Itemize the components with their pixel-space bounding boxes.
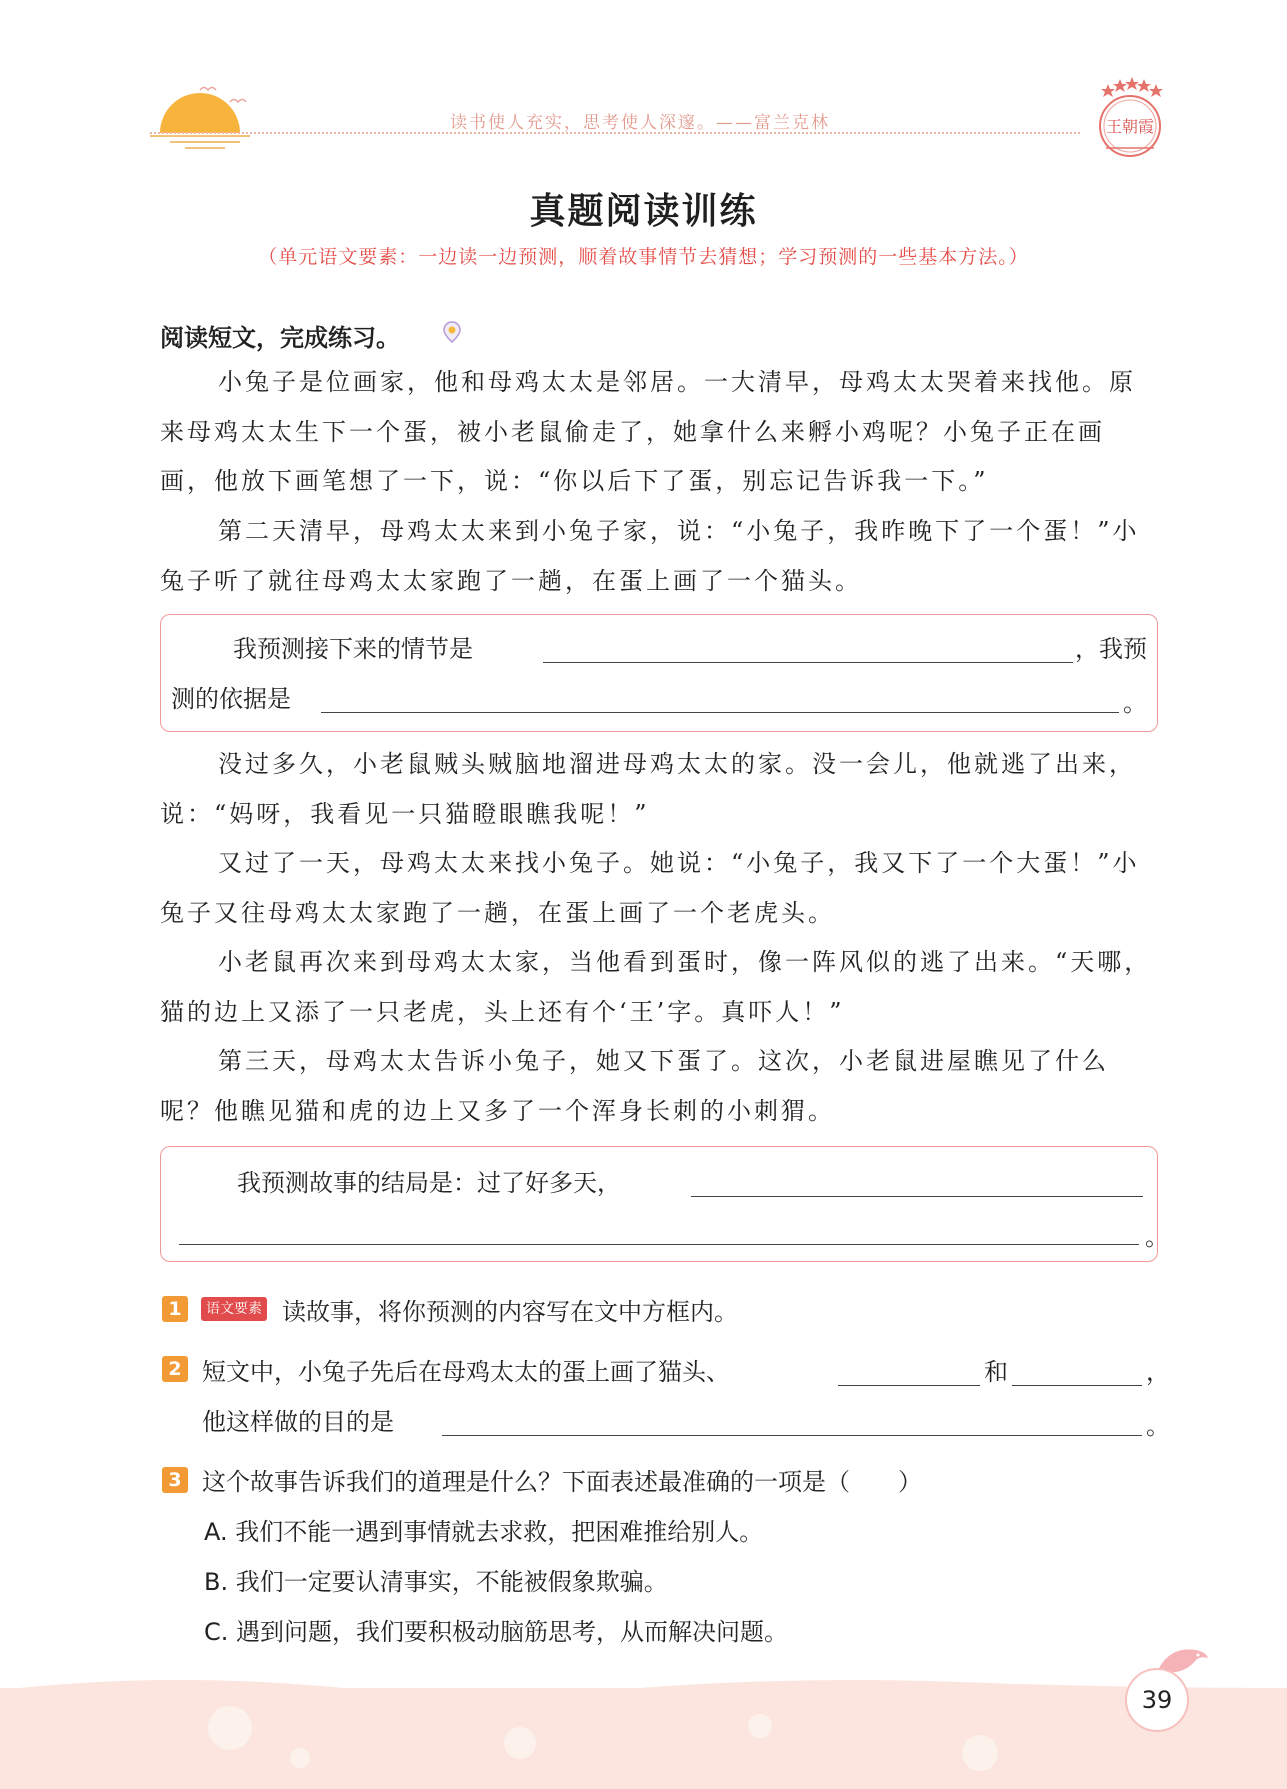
page-number: 39 bbox=[1141, 1686, 1173, 1714]
prediction-1-connector: ，我预 bbox=[1075, 635, 1147, 663]
prediction-2-end: 。 bbox=[1145, 1223, 1169, 1251]
passage-paragraph-6: 第三天，母鸡太太告诉小兔子，她又下蛋了。这次，小老鼠进屋瞧见了什么呢？他瞧见猫和虎的边上又多了一个浑身长刺的小刺猬。 bbox=[160, 1047, 1109, 1125]
prediction-1-prompt: 我预测接下来的情节是 bbox=[233, 635, 473, 663]
prediction-plot-blank[interactable] bbox=[543, 661, 1073, 663]
question-2-end: 。 bbox=[1146, 1412, 1170, 1440]
location-pin-icon bbox=[441, 320, 463, 344]
footer-band bbox=[0, 1688, 1287, 1789]
question-2-text: 短文中，小兔子先后在母鸡太太的蛋上画了猫头、 bbox=[202, 1358, 730, 1386]
option-c[interactable]: C. 遇到问题，我们要积极动脑筋思考，从而解决问题。 bbox=[204, 1618, 789, 1646]
header-motto: 读书使人充实，思考使人深邃。——富兰克林 bbox=[450, 113, 830, 133]
prediction-basis-blank[interactable] bbox=[321, 711, 1119, 713]
instruction-heading: 阅读短文，完成练习。 bbox=[160, 324, 400, 352]
header-divider bbox=[150, 132, 1080, 134]
prediction-1-end: 。 bbox=[1123, 689, 1147, 717]
author-seal-logo bbox=[1090, 76, 1170, 160]
passage-paragraph-2: 第二天清早，母鸡太太来到小兔子家，说：“小兔子，我昨晚下了一个蛋！”小兔子听了就往母鸡太太家跑了一趟，在蛋上画了一个猫头。 bbox=[160, 517, 1140, 595]
passage-paragraph-4: 又过了一天，母鸡太太来找小兔子。她说：“小兔子，我又下了一个大蛋！”小兔子又往母鸡太太家跑了一趟，在蛋上画了一个老虎头。 bbox=[160, 849, 1140, 927]
footer-bubbles bbox=[0, 1688, 1287, 1789]
prediction-box-ending bbox=[160, 1146, 1169, 1262]
birds-icon bbox=[196, 80, 256, 110]
passage-paragraph-1: 小兔子是位画家，他和母鸡太太是邻居。一大清早，母鸡太太哭着来找他。原来母鸡太太生下一个蛋，被小老鼠偷走了，她拿什么来孵小鸡呢？小兔子正在画画，他放下画笔想了一下，说：“你以后下了蛋，别忘记告诉我一下。” bbox=[160, 368, 1136, 495]
question-2-comma: ， bbox=[1146, 1358, 1170, 1386]
prediction-ending-blank-2[interactable] bbox=[179, 1243, 1139, 1245]
prediction-box-plot bbox=[160, 614, 1158, 732]
question-1-text: 读故事，将你预测的内容写在文中方框内。 bbox=[282, 1298, 738, 1326]
question-3-text: 这个故事告诉我们的道理是什么？下面表述最准确的一项是（ ） bbox=[202, 1468, 922, 1496]
question-2-and: 和 bbox=[984, 1358, 1008, 1386]
passage-paragraph-3: 没过多久，小老鼠贼头贼脑地溜进母鸡太太的家。没一会儿，他就逃了出来，说：“妈呀，我看见一只猫瞪眼瞧我呢！” bbox=[160, 750, 1136, 828]
svg-text:王朝霞: 王朝霞 bbox=[1105, 117, 1155, 136]
prediction-ending-blank-1[interactable] bbox=[691, 1195, 1143, 1197]
question-2-purpose-blank[interactable] bbox=[442, 1434, 1142, 1436]
option-a[interactable]: A. 我们不能一遇到事情就去求救，把困难推给别人。 bbox=[204, 1518, 764, 1546]
prediction-ending-prompt: 我预测故事的结局是：过了好多天， bbox=[237, 1169, 621, 1197]
question-2-purpose-prompt: 他这样做的目的是 bbox=[202, 1408, 394, 1436]
question-2-blank-2[interactable] bbox=[1012, 1384, 1142, 1386]
language-element-tag: 语文要素 bbox=[201, 1297, 267, 1321]
prediction-basis-prompt: 测的依据是 bbox=[171, 685, 291, 713]
question-3-number: 3 bbox=[162, 1467, 188, 1493]
page-title: 真题阅读训练 bbox=[529, 191, 758, 232]
unit-elements-subtitle: （单元语文要素：一边读一边预测，顺着故事情节去猜想；学习预测的一些基本方法。） bbox=[258, 246, 1029, 268]
page-header bbox=[0, 0, 1287, 160]
question-2-blank-1[interactable] bbox=[838, 1384, 980, 1386]
question-1-number: 1 bbox=[162, 1296, 188, 1322]
passage-paragraph-5: 小老鼠再次来到母鸡太太家，当他看到蛋时，像一阵风似的逃了出来。“天哪，猫的边上又添了一只老虎，头上还有个‘王’字。真吓人！” bbox=[160, 948, 1152, 1026]
page-number-badge bbox=[1125, 1668, 1189, 1732]
question-2-number: 2 bbox=[162, 1356, 188, 1382]
option-b[interactable]: B. 我们一定要认清事实，不能被假象欺骗。 bbox=[204, 1568, 668, 1596]
